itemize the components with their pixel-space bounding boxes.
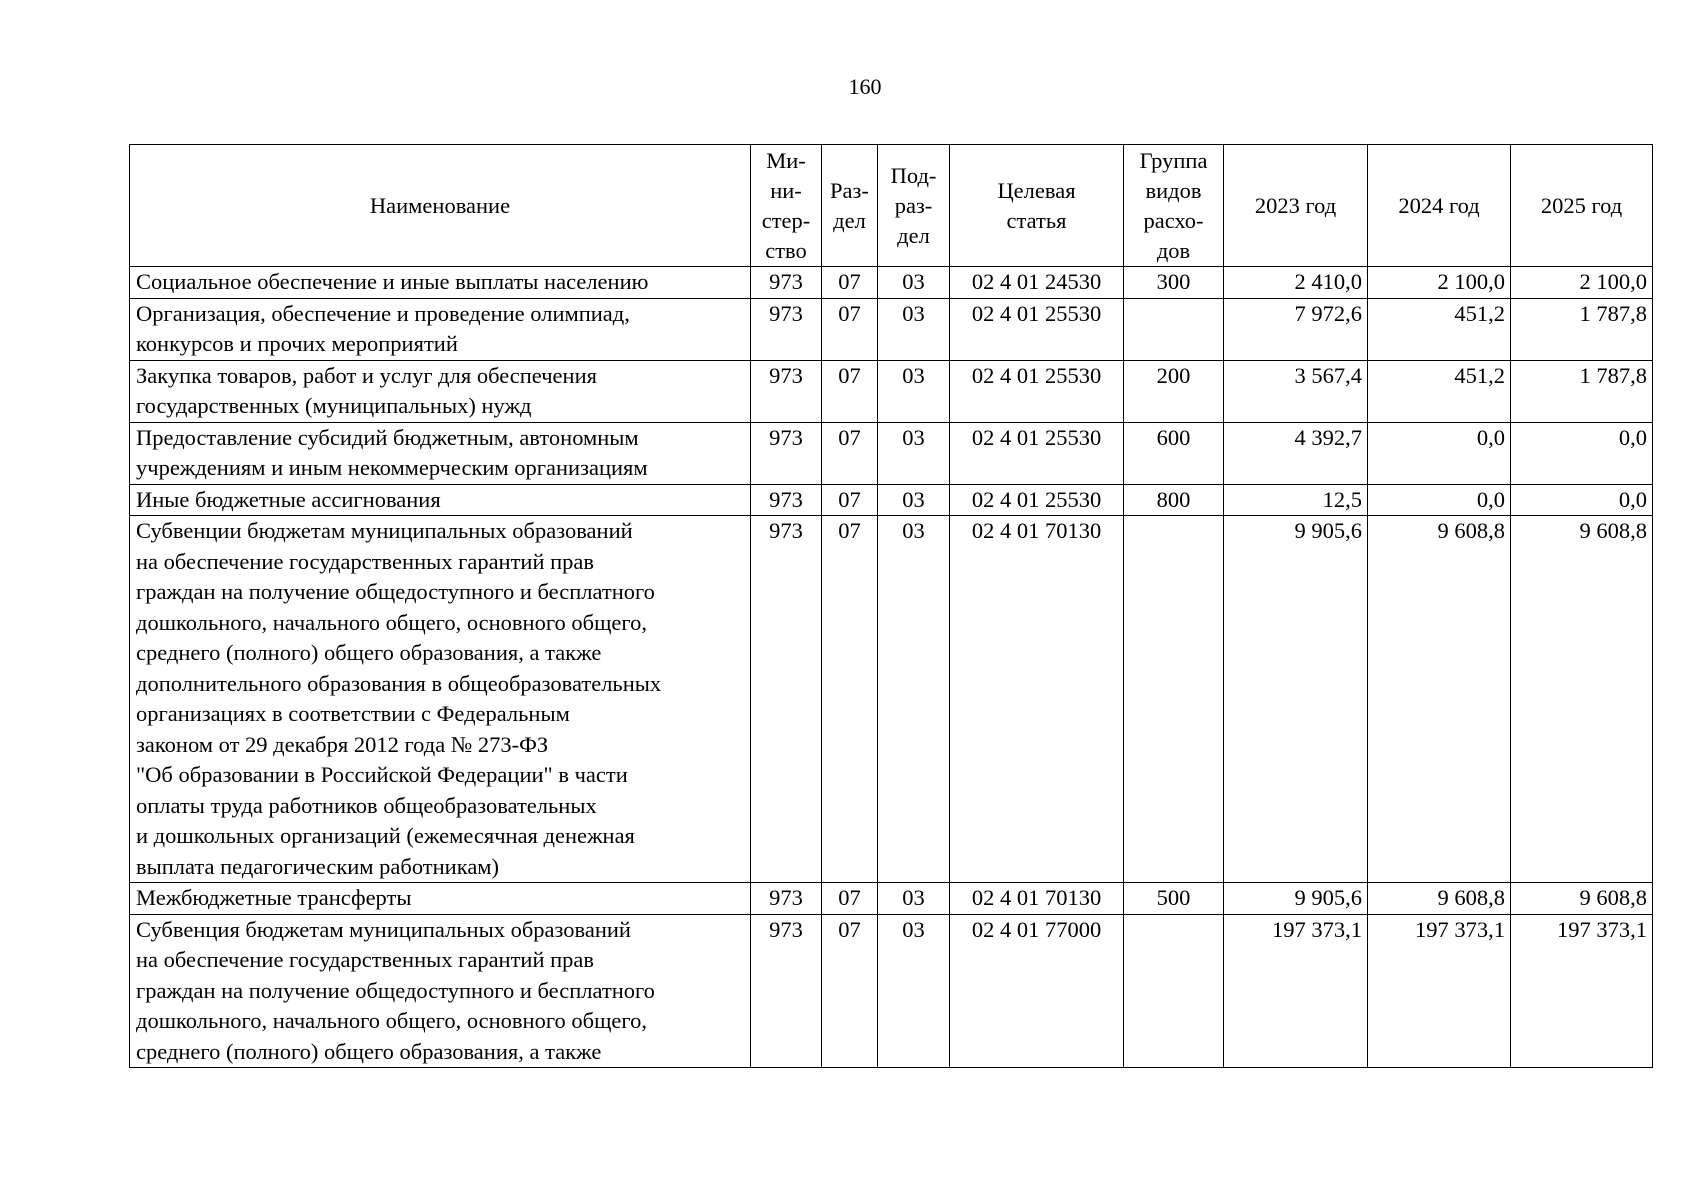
row-2025: 1 787,8 — [1511, 298, 1653, 360]
row-target-article: 02 4 01 25530 — [950, 484, 1124, 516]
row-subsection: 03 — [878, 883, 950, 915]
row-expense-group: 500 — [1124, 883, 1224, 915]
row-section: 07 — [822, 484, 878, 516]
row-2023: 9 905,6 — [1224, 516, 1368, 883]
row-expense-group: 300 — [1124, 267, 1224, 299]
row-ministry: 973 — [751, 360, 822, 422]
row-2025: 2 100,0 — [1511, 267, 1653, 299]
row-subsection: 03 — [878, 914, 950, 1068]
row-target-article: 02 4 01 25530 — [950, 360, 1124, 422]
row-2023: 197 373,1 — [1224, 914, 1368, 1068]
row-section: 07 — [822, 298, 878, 360]
row-name: Организация, обеспечение и проведение олимпиад, конкурсов и прочих мероприятий — [130, 298, 751, 360]
row-target-article: 02 4 01 70130 — [950, 516, 1124, 883]
table-row — [130, 914, 1653, 1068]
table-body — [130, 267, 1653, 1068]
row-expense-group — [1124, 298, 1224, 360]
row-2023: 9 905,6 — [1224, 883, 1368, 915]
row-2023: 4 392,7 — [1224, 422, 1368, 484]
row-ministry: 973 — [751, 298, 822, 360]
header-expense-group: Группа видов расхо- дов — [1124, 145, 1224, 267]
table-row — [130, 516, 1653, 883]
row-section: 07 — [822, 267, 878, 299]
header-target-article: Целевая статья — [950, 145, 1124, 267]
header-subsection: Под- раз- дел — [878, 145, 950, 267]
row-2025: 197 373,1 — [1511, 914, 1653, 1068]
table-row — [130, 298, 1653, 360]
row-2023: 12,5 — [1224, 484, 1368, 516]
row-section: 07 — [822, 883, 878, 915]
budget-table — [129, 144, 1653, 1068]
row-2024: 0,0 — [1368, 484, 1511, 516]
row-ministry: 973 — [751, 914, 822, 1068]
row-expense-group: 600 — [1124, 422, 1224, 484]
row-subsection: 03 — [878, 516, 950, 883]
row-subsection: 03 — [878, 484, 950, 516]
row-2024: 9 608,8 — [1368, 883, 1511, 915]
header-section: Раз- дел — [822, 145, 878, 267]
row-ministry: 973 — [751, 267, 822, 299]
header-2023: 2023 год — [1224, 145, 1368, 267]
header-ministry: Ми- ни- стер- ство — [751, 145, 822, 267]
row-ministry: 973 — [751, 484, 822, 516]
header-2025: 2025 год — [1511, 145, 1653, 267]
row-name: Субвенция бюджетам муниципальных образований на обеспечение государственных гарантий прав граждан на получение общедоступного и бесплатного дошкольного, начального общего, основного общего, среднего (полного) общего образования, а также — [130, 914, 751, 1068]
row-target-article: 02 4 01 70130 — [950, 883, 1124, 915]
row-target-article: 02 4 01 25530 — [950, 422, 1124, 484]
row-subsection: 03 — [878, 360, 950, 422]
row-name: Иные бюджетные ассигнования — [130, 484, 751, 516]
row-subsection: 03 — [878, 422, 950, 484]
row-2023: 2 410,0 — [1224, 267, 1368, 299]
row-name: Межбюджетные трансферты — [130, 883, 751, 915]
row-2024: 0,0 — [1368, 422, 1511, 484]
row-2024: 451,2 — [1368, 298, 1511, 360]
row-section: 07 — [822, 914, 878, 1068]
table-row — [130, 360, 1653, 422]
row-ministry: 973 — [751, 516, 822, 883]
row-expense-group — [1124, 914, 1224, 1068]
row-section: 07 — [822, 422, 878, 484]
row-2024: 9 608,8 — [1368, 516, 1511, 883]
row-name: Предоставление субсидий бюджетным, автономным учреждениям и иным некоммерческим организациям — [130, 422, 751, 484]
row-expense-group — [1124, 516, 1224, 883]
page-number: 160 — [848, 74, 882, 99]
row-2024: 197 373,1 — [1368, 914, 1511, 1068]
row-ministry: 973 — [751, 422, 822, 484]
row-2025: 9 608,8 — [1511, 516, 1653, 883]
row-2023: 7 972,6 — [1224, 298, 1368, 360]
row-2025: 1 787,8 — [1511, 360, 1653, 422]
row-target-article: 02 4 01 77000 — [950, 914, 1124, 1068]
row-expense-group: 200 — [1124, 360, 1224, 422]
row-2024: 451,2 — [1368, 360, 1511, 422]
row-2024: 2 100,0 — [1368, 267, 1511, 299]
row-target-article: 02 4 01 25530 — [950, 298, 1124, 360]
row-name: Социальное обеспечение и иные выплаты населению — [130, 267, 751, 299]
row-2023: 3 567,4 — [1224, 360, 1368, 422]
row-2025: 0,0 — [1511, 484, 1653, 516]
table-row — [130, 883, 1653, 915]
table-row — [130, 484, 1653, 516]
row-target-article: 02 4 01 24530 — [950, 267, 1124, 299]
row-subsection: 03 — [878, 298, 950, 360]
table-row — [130, 422, 1653, 484]
row-2025: 0,0 — [1511, 422, 1653, 484]
row-2025: 9 608,8 — [1511, 883, 1653, 915]
row-expense-group: 800 — [1124, 484, 1224, 516]
header-2024: 2024 год — [1368, 145, 1511, 267]
table-row — [130, 267, 1653, 299]
row-name: Закупка товаров, работ и услуг для обеспечения государственных (муниципальных) нужд — [130, 360, 751, 422]
row-section: 07 — [822, 516, 878, 883]
table-header-row — [130, 145, 1653, 267]
row-subsection: 03 — [878, 267, 950, 299]
row-name: Субвенции бюджетам муниципальных образований на обеспечение государственных гарантий прав граждан на получение общедоступного и бесплатного дошкольного, начального общего, основного общего, среднего (полного) общего образования, а также дополнительного образования в общеобразовательных организациях в соответствии с Федеральным законом от 29 декабря 2012 года № 273-ФЗ "Об образовании в Российской Федерации" в части оплаты труда работников общеобразовательных и дошкольных организаций (ежемесячная денежная выплата педагогическим работникам) — [130, 516, 751, 883]
row-section: 07 — [822, 360, 878, 422]
row-ministry: 973 — [751, 883, 822, 915]
header-name: Наименование — [130, 145, 751, 267]
